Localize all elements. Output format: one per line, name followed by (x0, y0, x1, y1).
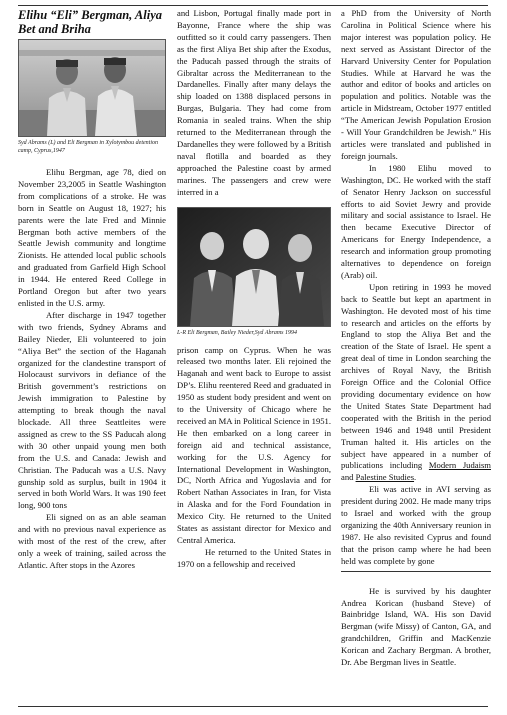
photo-2-caption: L-R Eli Bergman, Bailey Nieder,Syd Abrams 1994 (177, 329, 297, 336)
section-rule (341, 571, 491, 572)
publication-modern-judaism: Modern Judaism (428, 460, 491, 471)
top-rule (18, 5, 488, 6)
col3-paragraph-3-end: . (414, 472, 417, 483)
col3-paragraph-3 (341, 282, 491, 484)
col3-paragraph-5: He is survived by his daughter Andrea Korican (husband Steve) of Bainbridge Island, WA. His son David Bergman (wife Missy) of Canton, GA, and grandchildren, Griffin and MacKenzie Korican and Zachary Bergman. A brother, Dr. Abe Bergman lives in Seattle. (341, 585, 491, 668)
photo-abrams-bergman-camp (18, 39, 166, 137)
col3-paragraph-3-text: Upon retiring in 1993 he moved back to Seattle but kept an apartment in Washington. He devoted most of his time to research and articles on the efforts by England to stop the Aliya Bet and the creation of the State of Israel. He spent a great deal of time in London searching the archives of Royal Navy, the British Foreign Office and the Colonial Office providing documentary evidence on how the United States State Department had cooperated with the British in the period between 1946 and 1948 until President Truman halted it. His articles on the subject have appeared in a number of publications including (341, 281, 491, 471)
column-2 (177, 8, 331, 571)
col2-paragraph-1: and Lisbon, Portugal finally made port in Bayonne, France where the ship was outfitted so it could carry passengers. Then as the first Aliya Bet ship after the Exodus, the Paducah passed through the straits of Gibraltar across the Mediterranean to the Dardanelles. Finally after many delays the ship loaded on 1388 displaced persons in Burgas, Bulgaria. They had come from Romania in sealed trains. When the ship returned to the Mediterranean through the Dardanelles they were followed by a British naval flotilla and boarded as they approached the Palestine coast by armed marines. The passengers and crew were interred in a (177, 8, 331, 197)
column-1 (18, 8, 166, 572)
article-title: Elihu “Eli” Bergman, Aliya Bet and Briha (18, 8, 163, 36)
col1-paragraph-1: Elihu Bergman, age 78, died on November 23,2005 in Seattle Washington from complications of a stroke. He was born in Seattle on August 18, 1927; his parents were the late Fred and Minnie Bergman both active members of the Seattle Jewish community and longtime Zionists. He attended local public schools and graduated from Garfield High School in 1944. He entered Reed College in Portland Oregon but after two years enlisted in the U.S. army. (18, 167, 166, 308)
col1-paragraph-2: After discharge in 1947 together with two friends, Sydney Abrams and Bailey Nieder, Eli volunteered to join “Aliya Bet” the section of the Haganah organized for the clandestine transport of Holocaust survivors in defiance of the British government’s restrictions on Jewish immigration to Palestine by attempting to break though the naval blockade. All three Seattleites were assigned as crew to the SS Paducah along with 30 other unpaid young men both from the U.S. and Canada: Jewish and Christian. The Paducah was a U.S. Navy gunship sold as surplus, built in 1904 it served in both World Wars. It was 190 feet long, 900 tons (18, 309, 166, 511)
publication-palestine-studies: Palestine Studies (355, 472, 415, 483)
bottom-rule (18, 706, 488, 707)
photo-1-image (19, 40, 165, 136)
col2-paragraph-3: He returned to the United States in 1970 on a fellowship and received (177, 546, 331, 569)
col2-paragraph-2: prison camp on Cyprus. When he was released two months later. Eli rejoined the Haganah and went back to Europe to assist DP’s. Elihu reentered Reed and graduated in 1950 as student body president and went on to the University of Chicago where he received an MA in Political Science in 1951. He then embarked on a long career in foreign aid and technical assistance, working for the U.S. Agency for International Development in Washington, DC, North Africa and Yugoslavia and for Robert Nathan Associates in Iran, for Vista in Alaska and for the Ford Foundation in Mexico City. He returned to the United States as assistant director for Mexico and Central America. (177, 344, 331, 545)
photo-2-image (178, 208, 330, 326)
col1-paragraph-3: Eli signed on as an able seaman and with no previous naval experience as with most of the rest of the crew, after only a week of training, sailed across the Atlantic. After stops in the Azores (18, 512, 166, 570)
column-3 (341, 8, 491, 669)
photo-bergman-nieder-abrams (177, 207, 331, 327)
col3-paragraph-3-and: and (341, 472, 356, 483)
col3-paragraph-2: In 1980 Elihu moved to Washington, DC. He worked with the staff of Senator Henry Jackson on successful efforts to aid Soviet Jewry and provide military and social assistance to Israel. He then became Executive Director of Americans for Energy Independence, a research and information group promoting alternatives to dependence on foreign (Arab) oil. (341, 162, 491, 280)
photo-1-caption: Syd Abrams (L) and Eli Bergman in Xylotymbou detention camp, Cyprus,1947 (18, 140, 158, 154)
col3-paragraph-1: a PhD from the University of North Carolina in Political Science where his major interest was population policy. He next served as Assistant Director of the Harvard University Center for Population Studies. While at Harvard he was the author and editor of books and articles on population and politics. Notable was the article in Midstream, October 1977 entitled “The American Jewish Population Erosion - Will Your Grandchildren be Jewish.” His articles were translated and published in foreign journals. (341, 8, 491, 161)
col3-paragraph-4: Eli was active in AVI serving as president during 2002. He made many trips to Israel and worked with the group organizing the 40th Anniversary reunion in 1987. He also revisited Cyprus and found that the prison camp where he had been held was complete by gone (341, 484, 491, 566)
